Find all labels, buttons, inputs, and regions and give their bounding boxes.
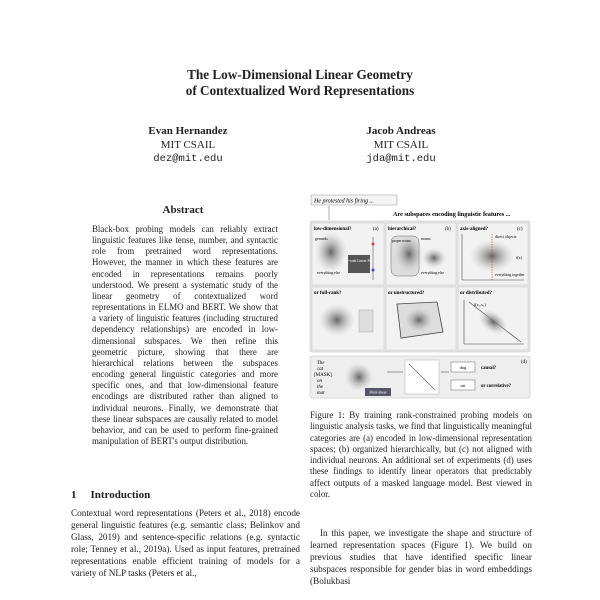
fig-gerunds: gerunds <box>315 236 328 241</box>
fig-fx: f(x) <box>516 255 522 260</box>
fig-word-2: cat <box>317 367 324 372</box>
fig-causal-q: causal? <box>481 366 497 371</box>
author-2 <box>326 124 476 166</box>
fig-q-low-dim: low-dimensional? <box>314 227 352 232</box>
fig-q-distributed: or distributed? <box>460 291 492 296</box>
paper-title <box>0 67 600 99</box>
fig-rep-label: Mask-linear <box>369 390 387 395</box>
section-heading <box>71 489 164 501</box>
fig-q-unstructured: or unstructured? <box>388 291 425 296</box>
fig-word-1: The <box>317 361 325 366</box>
fig-label-a: (a) <box>373 227 379 232</box>
fig-out-sat: sat <box>460 383 466 388</box>
author-2-affiliation: MIT CSAIL <box>373 139 429 151</box>
author-2-name: Jacob Andreas <box>366 125 436 137</box>
figure-caption: Figure 1: By training rank-constrained probing models on linguistic analysis tasks, we find that linguistically meaningful categories are (a) encoded in low-dimensional representation spaces; (b) organized hierarchically, but (c) not aligned with individual neurons. An additional set of experiments (d) uses these findings to identify linear operators that predictably affect outputs of a masked language model. Best viewed in color. <box>310 410 532 500</box>
fig-word-5: the <box>317 385 324 390</box>
title-line-2: of Contextualized Word Representations <box>185 83 415 98</box>
fig-word-4: on <box>317 379 322 384</box>
section-number: 1 <box>71 489 77 501</box>
fig-everything-else-a: everything else <box>317 271 341 275</box>
fig-q-axis-aligned: axis-aligned? <box>460 227 489 232</box>
fig-input-sentence: He protested his firing ... <box>314 198 374 205</box>
author-1 <box>113 124 263 166</box>
section-title: Introduction <box>90 489 151 501</box>
fig-proper-nouns: proper nouns <box>392 239 411 243</box>
fig-probe-label: Low-rank Linear Probe <box>342 259 376 263</box>
title-line-1: The Low-Dimensional Linear Geometry <box>187 67 413 82</box>
fig-out-dog: dog <box>459 365 467 370</box>
fig-nouns: nouns <box>421 236 431 241</box>
fig-q-full-rank: or full-rank? <box>314 291 342 296</box>
intro-paragraph: Contextual word representations (Peters et al., 2018) encode general linguistic features (e.g. semantic class; Belinkov and Glass, 2019) and sentence-specific relations (e.g. syntactic role; Tenney et al., 2019a). Used as input features, pretrained representations enable efficient training of models for a variety of NLP tasks (Peters et al., <box>71 508 300 579</box>
fig-q-hierarchical: hierarchical? <box>388 227 417 232</box>
right-paragraph: In this paper, we investigate the shape and structure of learned representation spaces (Figure 1). We build on previous studies that have identified specific linear subspaces responsible for gender bias in word embeddings (Bolukbasi <box>310 528 532 587</box>
author-2-email: jda@mit.edu <box>366 153 436 165</box>
fig-label-d: (d) <box>521 360 527 365</box>
fig-label-c: (c) <box>517 227 523 232</box>
fig-corr-q: or correlative? <box>481 384 512 389</box>
author-1-affiliation: MIT CSAIL <box>160 139 216 151</box>
fig-word-6: mat <box>317 391 325 396</box>
fig-everything-else-b: everything else <box>421 271 445 275</box>
author-1-email: dez@mit.edu <box>153 153 223 165</box>
author-1-name: Evan Hernandez <box>148 125 228 137</box>
fig-fxy: f(x₁,x₂) <box>474 302 486 307</box>
fig-label-b: (b) <box>445 227 451 232</box>
fig-probe-box <box>348 255 370 273</box>
fig-direct-objects: direct objects <box>495 234 517 239</box>
abstract-heading: Abstract <box>162 204 204 216</box>
abstract-body: Black-box probing models can reliably extract linguistic features like tense, number, and syntactic role from pretrained word representations. However, the manner in which these features are encoded in representations remains poorly understood. We present a systematic study of the linear geometry of contextualized word representations in ELMO and BERT. We show that a variety of linguistic features (including structured dependency relationships) are encoded in low-dimensional subspaces. We then refine this geometric picture, showing that there are hierarchical relations between the subspaces encoding general linguistic categories and more specific ones, and that low-dimensional feature encodings are distributed rather than aligned to individual neurons. Finally, we demonstrate that these linear subspaces are causally related to model behavior, and can be used to perform fine-grained manipulation of BERT's output distribution. <box>92 224 278 446</box>
fig-word-3: [MASK] <box>314 373 332 378</box>
fig-question: Are subspaces encoding linguistic features ... <box>393 211 511 218</box>
figure-1 <box>309 192 531 400</box>
fig-everything-together: everything together <box>495 273 525 277</box>
